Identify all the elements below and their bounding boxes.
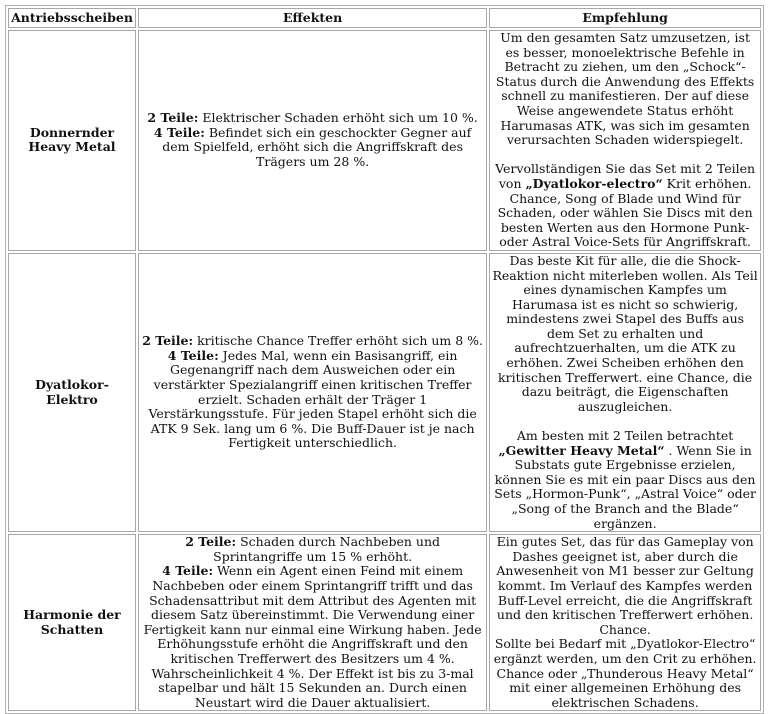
header-effects: Effekten bbox=[138, 8, 487, 28]
effect-2-piece bbox=[141, 535, 484, 564]
recommendation-paragraph: Sollte bei Bedarf mit „Dyatlokor-Electro“ ergänzt werden, um den Crit zu erhöhen. Chance oder „Thunderous Heavy Metal“ mit einer allgemeinen Erhöhung des elektrischen Schadens. bbox=[493, 636, 757, 710]
table-row bbox=[8, 253, 761, 532]
recommendation-paragraph: Das beste Kit für alle, die die Shock-Reaktion nicht miterleben wollen. Als Teil eines dynamischen Kampfes um Harumasa ist es nicht so schwierig, mindestens zwei Stapel des Buffs aus dem Set zu erhalten und aufrechtzuerhalten, um die ATK zu erhöhen. Zwei Scheiben erhöhen den kritischen Trefferwert. eine Chance, die dazu beiträgt, die Eigenschaften auszugleichen. bbox=[492, 252, 758, 414]
recommendation-paragraph: Ein gutes Set, das für das Gameplay von Dashes geeignet ist, aber durch die Anwesenheit von M1 besser zur Geltung kommt. Im Verlauf des Kampfes werden Buff-Level erreicht, die die Angriffskraft und den kritischen Trefferwert erhöhen. Chance. bbox=[496, 534, 754, 637]
effect-2-text: Elektrischer Schaden erhöht sich um 10 %. bbox=[198, 110, 478, 126]
set-recommendation bbox=[489, 534, 761, 711]
set-effects bbox=[138, 534, 487, 711]
recommendation-paragraph: Vervollständigen Sie das Set mit 2 Teilen von „Dyatlokor-electro“ Krit erhöhen. Chance, Song of Blade und Wind für Schaden, oder wählen Sie Discs mit den besten Werten aus den Hormone Punk- oder Astral Voice-Sets für Angriffskraft. bbox=[495, 161, 756, 250]
set-effects bbox=[138, 30, 487, 251]
table-row bbox=[8, 534, 761, 711]
effect-2-label: 2 Teile: bbox=[185, 534, 237, 550]
effect-4-label: 4 Teile: bbox=[153, 124, 205, 140]
effect-4-piece bbox=[141, 564, 484, 710]
effect-4-piece bbox=[141, 349, 484, 451]
header-drive-discs: Antriebsscheiben bbox=[8, 8, 136, 28]
effect-4-text: Befindet sich ein geschockter Gegner auf dem Spielfeld, erhöht sich die Angriffskraft des Trägers um 28 %. bbox=[162, 124, 472, 170]
effect-2-label: 2 Teile: bbox=[142, 333, 194, 349]
set-effects bbox=[138, 253, 487, 532]
effect-2-text: kritische Chance Treffer erhöht sich um 8 %. bbox=[193, 333, 484, 349]
recommended-set-name: „Gewitter Heavy Metal“ bbox=[498, 442, 665, 458]
effect-4-label: 4 Teile: bbox=[167, 347, 219, 363]
drive-disc-sets-table bbox=[5, 5, 764, 714]
effect-2-text: Schaden durch Nachbeben und Sprintangriffe um 15 % erhöht. bbox=[213, 534, 441, 564]
header-recommendation: Empfehlung bbox=[489, 8, 761, 28]
effect-4-piece bbox=[141, 126, 484, 170]
recommendation-paragraph: Um den gesamten Satz umzusetzen, ist es besser, monoelektrische Befehle in Betracht zu ziehen, um den „Schock“-Status durch die Anwendung des Effekts schnell zu manifestieren. Der auf diese Weise angewendete Status erhöht Harumasas ATK, was sich im gesamten verursachten Schaden widerspiegelt. bbox=[495, 30, 755, 148]
set-name: Dyatlokor-Elektro bbox=[8, 253, 136, 532]
set-name: Donnernder Heavy Metal bbox=[8, 30, 136, 251]
set-name: Harmonie der Schatten bbox=[8, 534, 136, 711]
set-recommendation bbox=[489, 253, 761, 532]
effect-4-text: Jedes Mal, wenn ein Basisangriff, ein Gegenangriff nach dem Ausweichen oder ein verstärkter Spezialangriff einen kritischen Treffer erzielt. Schaden erhält der Träger 1 Verstärkungsstufe. Für jeden Stapel erhöht sich die ATK 9 Sek. lang um 6 %. Die Buff-Dauer ist je nach Fertigkeit unterschiedlich. bbox=[148, 347, 477, 451]
effect-2-piece bbox=[141, 334, 484, 349]
effect-2-piece bbox=[141, 111, 484, 126]
effect-4-text: Wenn ein Agent einen Feind mit einem Nachbeben oder einem Sprintangriff trifft und das Schadensattribut mit dem Attribut des Agenten mit diesem Satz übereinstimmt. Die Verwendung einer Fertigkeit kann nur einmal eine Wirkung haben. Jede Erhöhungsstufe erhöht die Angriffskraft und den kritischen Trefferwert des Besitzers um 4 %. Wahrscheinlichkeit 4 %. Der Effekt ist bis zu 3-mal stapelbar und hält 15 Sekunden an. Durch einen Neustart wird die Dauer aktualisiert. bbox=[143, 563, 482, 710]
table-header-row bbox=[8, 8, 761, 28]
table-row bbox=[8, 30, 761, 251]
recommendation-paragraph: Am besten mit 2 Teilen betrachtet „Gewitter Heavy Metal“ . Wenn Sie in Substats gute Ergebnisse erzielen, können Sie es mit ein paar Discs aus den Sets „Hormon-Punk“, „Astral Voice“ oder „Song of the Branch and the Blade“ ergänzen. bbox=[494, 428, 756, 531]
set-recommendation bbox=[489, 30, 761, 251]
effect-2-label: 2 Teile: bbox=[147, 110, 199, 126]
recommended-set-name: „Dyatlokor-electro“ bbox=[525, 175, 663, 191]
effect-4-label: 4 Teile: bbox=[162, 563, 214, 579]
